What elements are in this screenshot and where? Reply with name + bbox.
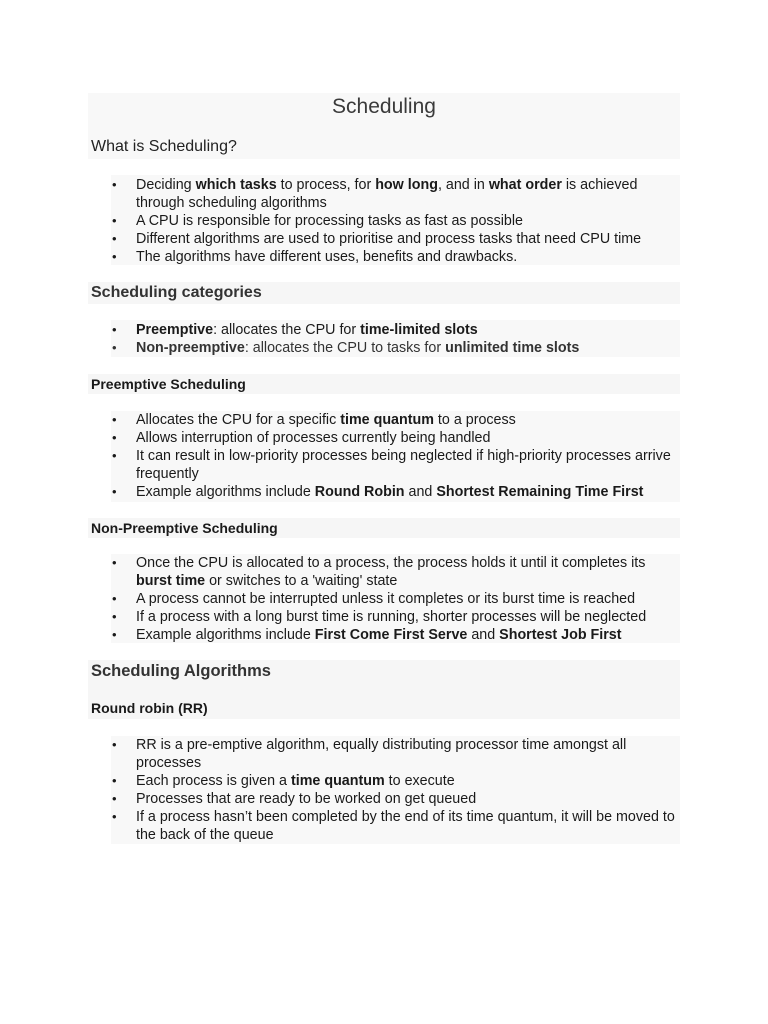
non-preemptive-heading: Non-Preemptive Scheduling — [91, 520, 278, 536]
list-item: • Non-preemptive: allocates the CPU to tasks for unlimited time slots — [111, 339, 680, 357]
list-item: • Different algorithms are used to prioritise and process tasks that need CPU time — [111, 230, 680, 248]
list-item: • The algorithms have different uses, benefits and drawbacks. — [111, 248, 680, 266]
preemptive-heading: Preemptive Scheduling — [91, 376, 246, 392]
list-item: • RR is a pre-emptive algorithm, equally distributing processor time amongst all processes — [111, 736, 680, 772]
preemptive-list — [111, 411, 680, 501]
list-item: • A process cannot be interrupted unless it completes or its burst time is reached — [111, 590, 680, 608]
algorithms-heading: Scheduling Algorithms — [91, 662, 271, 680]
categories-list — [111, 321, 680, 357]
list-item: • Processes that are ready to be worked on get queued — [111, 790, 680, 808]
round-robin-list — [111, 736, 680, 844]
list-item: • Example algorithms include First Come First Serve and Shortest Job First — [111, 626, 680, 644]
list-item: • A CPU is responsible for processing tasks as fast as possible — [111, 212, 680, 230]
intro-heading: What is Scheduling? — [91, 138, 237, 155]
list-item: • Example algorithms include Round Robin and Shortest Remaining Time First — [111, 483, 680, 501]
non-preemptive-list — [111, 554, 680, 644]
list-item: • Once the CPU is allocated to a process, the process holds it until it completes its burst time or switches to a 'waiting' state — [111, 554, 680, 590]
list-item: • Preemptive: allocates the CPU for time-limited slots — [111, 321, 680, 339]
list-item: • If a process hasn’t been completed by the end of its time quantum, it will be moved to the back of the queue — [111, 808, 680, 844]
list-item: • Allows interruption of processes currently being handled — [111, 429, 680, 447]
list-item: • Each process is given a time quantum to execute — [111, 772, 680, 790]
list-item: • It can result in low-priority processes being neglected if high-priority processes arrive frequently — [111, 447, 680, 483]
intro-list — [111, 176, 680, 266]
list-item: • Deciding which tasks to process, for how long, and in what order is achieved through scheduling algorithms — [111, 176, 680, 212]
list-item: • If a process with a long burst time is running, shorter processes will be neglected — [111, 608, 680, 626]
round-robin-heading: Round robin (RR) — [91, 700, 208, 716]
categories-heading: Scheduling categories — [91, 284, 262, 301]
page-title: Scheduling — [332, 95, 436, 118]
list-item: • Allocates the CPU for a specific time quantum to a process — [111, 411, 680, 429]
